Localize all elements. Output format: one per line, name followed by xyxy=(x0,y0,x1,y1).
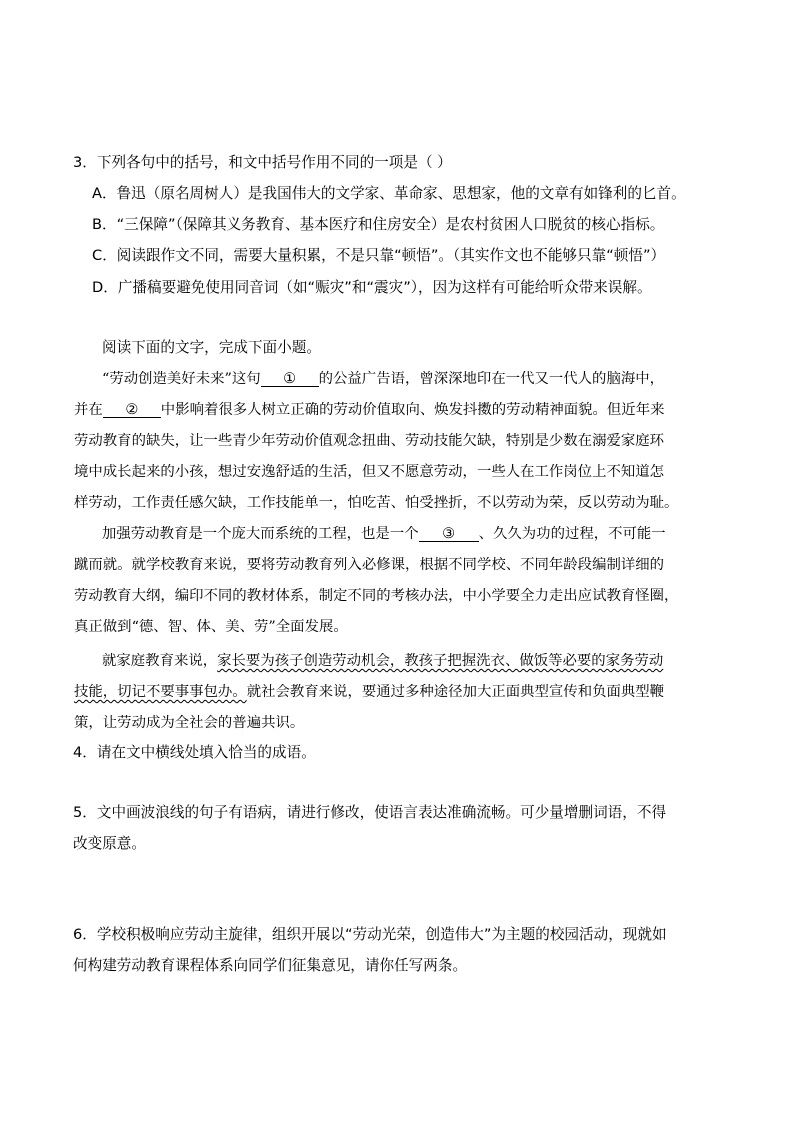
passage-text: 、久久为功的过程，不可能一 xyxy=(478,526,666,542)
question-6-stem-cont: 何构建劳动教育课程体系向同学们征集意见，请你任写两条。 xyxy=(73,957,468,974)
wavy-underlined-sentence: 技能，切记不要事事包办。 xyxy=(74,684,247,700)
blank-1: ① xyxy=(261,372,319,387)
question-6-stem: 6．学校积极响应劳动主旋律，组织开展以“劳动光荣，创造伟大”为主题的校园活动，现就如 xyxy=(73,926,667,943)
wavy-underlined-sentence: 家长要为孩子创造劳动机会，教孩子把握洗衣、做饭等必要的家务劳动 xyxy=(217,653,664,669)
passage-line: 境中成长起来的小孩，想过安逸舒适的生活，但又不愿意劳动，一些人在工作岗位上不知道怎 xyxy=(74,464,665,480)
question-3-option-b: B．“三保障”（保障其义务教育、基本医疗和住房安全）是农村贫困人口脱贫的核心指标。 xyxy=(92,216,665,233)
blank-2: ② xyxy=(103,403,161,418)
passage-text: 就家庭教育来说， xyxy=(102,653,218,669)
passage-line xyxy=(102,527,666,542)
passage-line xyxy=(74,403,664,418)
passage-line xyxy=(74,685,664,699)
passage-line: 劳动教育的缺失，让一些青少年劳动价值观念扭曲、劳动技能欠缺，特别是少数在溺爱家庭环 xyxy=(74,433,665,449)
question-3-option-d: D．广播稿要避免使用同音词（如“赈灾”和“震灾”），因为这样有可能给听众带来误解。 xyxy=(92,279,652,296)
passage-line xyxy=(102,372,664,387)
question-3-option-c: C．阅读跟作文不同，需要大量积累，不是只靠“顿悟”。（其实作文也不能够只靠“顿悟”） xyxy=(92,247,666,264)
blank-3: ③ xyxy=(419,527,479,542)
passage-line: 样劳动，工作责任感欠缺，工作技能单一，怕吃苦、怕受挫折，不以劳动为荣，反以劳动为耻。 xyxy=(74,495,679,511)
passage-text: “劳动创造美好未来”这句 xyxy=(102,371,261,387)
passage-text: 就社会教育来说，要通过多种途径加大正面典型宣传和负面典型鞭 xyxy=(246,684,665,700)
passage-text: 加强劳动教育是一个庞大而系统的工程，也是一个 xyxy=(102,526,419,542)
passage-text: 并在 xyxy=(74,402,103,418)
passage-line: 真正做到“德、智、体、美、劳”全面发展。 xyxy=(74,619,348,635)
passage-line: 蹴而就。就学校教育来说，要将劳动教育列入必修课，根据不同学校、不同年龄段编制详细的 xyxy=(74,557,665,573)
question-3-stem: 3．下列各句中的括号，和文中括号作用不同的一项是（ ） xyxy=(73,154,452,171)
question-5-stem-cont: 改变原意。 xyxy=(73,835,146,852)
question-5-stem: 5．文中画波浪线的句子有语病，请进行修改，使语言表达准确流畅。可少量增删词语，不得 xyxy=(73,804,667,821)
question-3-option-a: A．鲁迅（原名周树人）是我国伟大的文学家、革命家、思想家，他的文章有如锋利的匕首。 xyxy=(92,185,686,202)
passage-text: 的公益广告语，曾深深地印在一代又一代人的脑海中， xyxy=(318,371,665,387)
passage-text: 中影响着很多人树立正确的劳动价值取向、焕发抖擞的劳动精神面貌。但近年来 xyxy=(160,402,665,418)
passage-line xyxy=(102,654,663,668)
passage-line: 策，让劳动成为全社会的普遍共识。 xyxy=(74,715,305,731)
question-4-stem: 4．请在文中横线处填入恰当的成语。 xyxy=(73,744,316,761)
reading-instruction: 阅读下面的文字，完成下面小题。 xyxy=(102,339,321,356)
passage-line: 劳动教育大纲，编印不同的教材体系，制定不同的考核办法，中小学要全力走出应试教育怪圈， xyxy=(74,588,679,604)
